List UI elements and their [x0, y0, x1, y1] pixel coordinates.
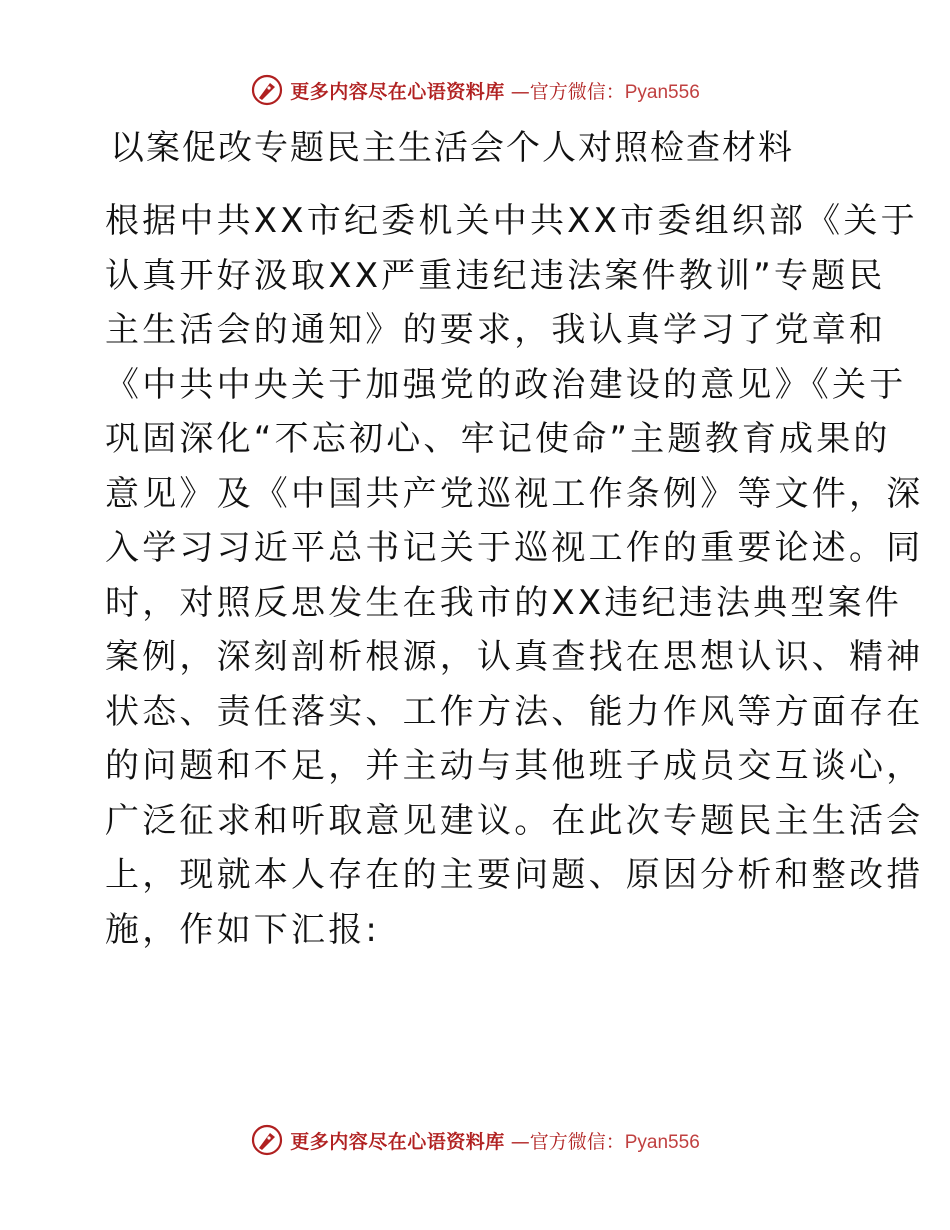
document-body — [105, 194, 924, 957]
body-line: 广泛征求和听取意见建议。在此次专题民主生活会 — [105, 800, 924, 841]
pen-nib-logo-icon — [250, 73, 284, 107]
banner-wechat-label: 官方微信： — [529, 80, 625, 103]
body-line: 根据中共XX市纪委机关中共XX市委组织部《关于 — [105, 201, 918, 241]
banner-wechat — [511, 77, 700, 104]
banner-separator: — — [510, 1130, 530, 1153]
body-line: 巩固深化“不忘初心、牢记使命”主题教育成果的 — [105, 419, 891, 459]
body-line: 施，作如下汇报: — [105, 909, 381, 950]
banner-separator: — — [510, 80, 530, 103]
body-line: 认真开好汲取XX严重违纪违法案件教训”专题民 — [105, 255, 886, 296]
banner-slogan: 更多内容尽在心语资料库 — [290, 80, 505, 103]
banner-wechat-id: Pyan556 — [624, 1131, 700, 1153]
body-line: 上，现就本人存在的主要问题、原因分析和整改措 — [105, 855, 924, 895]
body-line: 《中共中央关于加强党的政治建设的意见》《关于 — [105, 364, 907, 405]
body-line: 状态、责任落实、工作方法、能力作风等方面存在 — [105, 691, 924, 732]
banner-wechat — [511, 1127, 700, 1154]
body-line: 主生活会的通知》的要求，我认真学习了党章和 — [105, 310, 887, 350]
body-line: 案例，深刻剖析根源，认真查找在思想认识、精神 — [105, 637, 924, 677]
banner-wechat-id: Pyan556 — [624, 81, 700, 103]
body-line: 时，对照反思发生在我市的XX违纪违法典型案件 — [105, 582, 902, 623]
banner-slogan: 更多内容尽在心语资料库 — [290, 1130, 505, 1153]
document-title: 以案促改专题民主生活会个人对照检查材料 — [110, 128, 794, 168]
body-line: 的问题和不足，并主动与其他班子成员交互谈心， — [105, 746, 924, 786]
body-line: 入学习习近平总书记关于巡视工作的重要论述。同 — [105, 528, 924, 568]
banner-wechat-label: 官方微信： — [529, 1130, 625, 1153]
header-watermark-banner — [0, 70, 950, 110]
pen-nib-logo-icon — [250, 1123, 284, 1157]
body-line: 意见》及《中国共产党巡视工作条例》等文件，深 — [105, 473, 924, 514]
footer-watermark-banner — [0, 1120, 950, 1160]
